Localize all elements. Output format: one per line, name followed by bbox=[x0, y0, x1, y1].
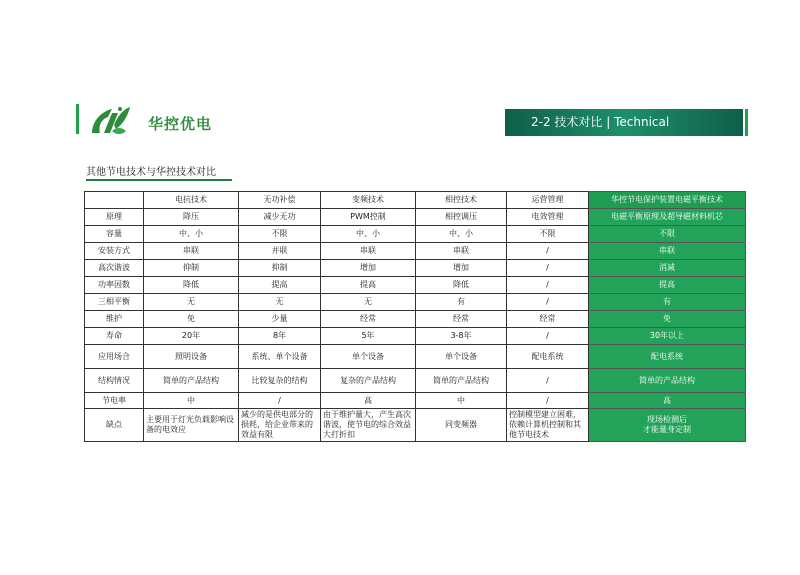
table-cell: 有 bbox=[416, 294, 507, 311]
table-cell: 降低 bbox=[144, 277, 239, 294]
table-cell: 配电系统 bbox=[589, 345, 746, 369]
table-cell: 复杂的产品结构 bbox=[321, 369, 416, 393]
table-cell: 抑制 bbox=[144, 260, 239, 277]
table-cell: / bbox=[507, 260, 589, 277]
table-cell: 8年 bbox=[239, 328, 321, 345]
table-cell: / bbox=[507, 277, 589, 294]
table-row bbox=[85, 369, 746, 393]
row-label: 高次谐波 bbox=[85, 260, 144, 277]
column-header: 运营管理 bbox=[507, 192, 589, 209]
table-cell: 相控调压 bbox=[416, 209, 507, 226]
table-cell: / bbox=[507, 328, 589, 345]
table-cell: 降压 bbox=[144, 209, 239, 226]
table-cell: PWM控制 bbox=[321, 209, 416, 226]
table-cell: 简单的产品结构 bbox=[589, 369, 746, 393]
row-label: 节电率 bbox=[85, 393, 144, 409]
table-row bbox=[85, 243, 746, 260]
column-header: 变频技术 bbox=[321, 192, 416, 209]
table-row bbox=[85, 260, 746, 277]
table-cell: 20年 bbox=[144, 328, 239, 345]
table-cell: 由于维护量大，产生高次谐波，使节电的综合效益大打折扣 bbox=[321, 409, 416, 442]
table-cell: 不限 bbox=[239, 226, 321, 243]
table-cell: 高 bbox=[589, 393, 746, 409]
table-cell: 电磁平衡原理及超导磁材料机芯 bbox=[589, 209, 746, 226]
table-cell: 现场检测后 才能量身定制 bbox=[589, 409, 746, 442]
table-cell: 并联 bbox=[239, 243, 321, 260]
section-title-banner: 2-2 技术对比 | Technical Comparison bbox=[505, 109, 743, 136]
table-cell: 主要用于灯光负载影响设备的电效应 bbox=[144, 409, 239, 442]
table-cell: 经常 bbox=[507, 311, 589, 328]
row-label: 安装方式 bbox=[85, 243, 144, 260]
column-header bbox=[85, 192, 144, 209]
table-row bbox=[85, 409, 746, 442]
table-cell: 中 bbox=[144, 393, 239, 409]
column-header: 华控节电保护装置电磁平衡技术 bbox=[589, 192, 746, 209]
table-cell: 降低 bbox=[416, 277, 507, 294]
table-row bbox=[85, 226, 746, 243]
table-cell: 简单的产品结构 bbox=[144, 369, 239, 393]
table-cell: 经常 bbox=[321, 311, 416, 328]
table-cell: 消减 bbox=[589, 260, 746, 277]
table-row bbox=[85, 294, 746, 311]
table-cell: / bbox=[239, 393, 321, 409]
table-cell: 照明设备 bbox=[144, 345, 239, 369]
table-cell: 提高 bbox=[239, 277, 321, 294]
table-cell: 抑制 bbox=[239, 260, 321, 277]
table-cell: 串联 bbox=[589, 243, 746, 260]
table-cell: 中、小 bbox=[321, 226, 416, 243]
table-cell: 增加 bbox=[321, 260, 416, 277]
table-row bbox=[85, 277, 746, 294]
table-cell: 电效管理 bbox=[507, 209, 589, 226]
table-cell: 串联 bbox=[416, 243, 507, 260]
table-cell: / bbox=[507, 393, 589, 409]
table-cell: 中、小 bbox=[416, 226, 507, 243]
table-cell: 减少无功 bbox=[239, 209, 321, 226]
table-cell: 免 bbox=[144, 311, 239, 328]
table-cell: 30年以上 bbox=[589, 328, 746, 345]
table-cell: 不限 bbox=[507, 226, 589, 243]
table-cell: 提高 bbox=[589, 277, 746, 294]
table-cell: 单个设备 bbox=[416, 345, 507, 369]
table-cell: 提高 bbox=[321, 277, 416, 294]
table-cell: 无 bbox=[144, 294, 239, 311]
banner-accent-bar bbox=[745, 109, 748, 136]
table-cell: 串联 bbox=[321, 243, 416, 260]
row-label: 三相平衡 bbox=[85, 294, 144, 311]
row-label: 功率因数 bbox=[85, 277, 144, 294]
table-cell: 不限 bbox=[589, 226, 746, 243]
table-cell: 系统、单个设备 bbox=[239, 345, 321, 369]
table-cell: 配电系统 bbox=[507, 345, 589, 369]
row-label: 寿命 bbox=[85, 328, 144, 345]
table-cell: 比较复杂的结构 bbox=[239, 369, 321, 393]
table-cell: 3-8年 bbox=[416, 328, 507, 345]
table-cell: 中 bbox=[416, 393, 507, 409]
table-cell: 免 bbox=[589, 311, 746, 328]
table-row bbox=[85, 311, 746, 328]
brand-name: 华控优电 bbox=[148, 115, 213, 133]
row-label: 缺点 bbox=[85, 409, 144, 442]
table-header-row bbox=[85, 192, 746, 209]
page-subtitle: 其他节电技术与华控技术对比 bbox=[86, 167, 216, 178]
column-header: 相控技术 bbox=[416, 192, 507, 209]
header-accent-bar bbox=[76, 104, 79, 134]
table-cell: 高 bbox=[321, 393, 416, 409]
table-cell: / bbox=[507, 369, 589, 393]
table-cell: 简单的产品结构 bbox=[416, 369, 507, 393]
table-cell: 有 bbox=[589, 294, 746, 311]
table-row bbox=[85, 328, 746, 345]
table-cell: 5年 bbox=[321, 328, 416, 345]
table-cell: / bbox=[507, 243, 589, 260]
table-cell: 少量 bbox=[239, 311, 321, 328]
table-row bbox=[85, 209, 746, 226]
table-cell: 无 bbox=[321, 294, 416, 311]
row-label: 应用场合 bbox=[85, 345, 144, 369]
table-row bbox=[85, 345, 746, 369]
huakong-logo-icon bbox=[88, 103, 132, 139]
table-cell: 经常 bbox=[416, 311, 507, 328]
table-cell: 串联 bbox=[144, 243, 239, 260]
table-cell: 单个设备 bbox=[321, 345, 416, 369]
table-cell: 减少的是供电部分的损耗，给企业带来的效益有限 bbox=[239, 409, 321, 442]
table-cell: 增加 bbox=[416, 260, 507, 277]
column-header: 无功补偿 bbox=[239, 192, 321, 209]
row-label: 原理 bbox=[85, 209, 144, 226]
row-label: 容量 bbox=[85, 226, 144, 243]
row-label: 结构情况 bbox=[85, 369, 144, 393]
table-cell: / bbox=[507, 294, 589, 311]
row-label: 维护 bbox=[85, 311, 144, 328]
table-cell: 无 bbox=[239, 294, 321, 311]
table-cell: 控制模型建立困难，依赖计算机控制和其他节电技术 bbox=[507, 409, 589, 442]
table-row bbox=[85, 393, 746, 409]
table-cell: 中、小 bbox=[144, 226, 239, 243]
table-cell: 同变频器 bbox=[416, 409, 507, 442]
comparison-table bbox=[84, 191, 746, 442]
column-header: 电抗技术 bbox=[144, 192, 239, 209]
subtitle-underline bbox=[86, 179, 232, 181]
